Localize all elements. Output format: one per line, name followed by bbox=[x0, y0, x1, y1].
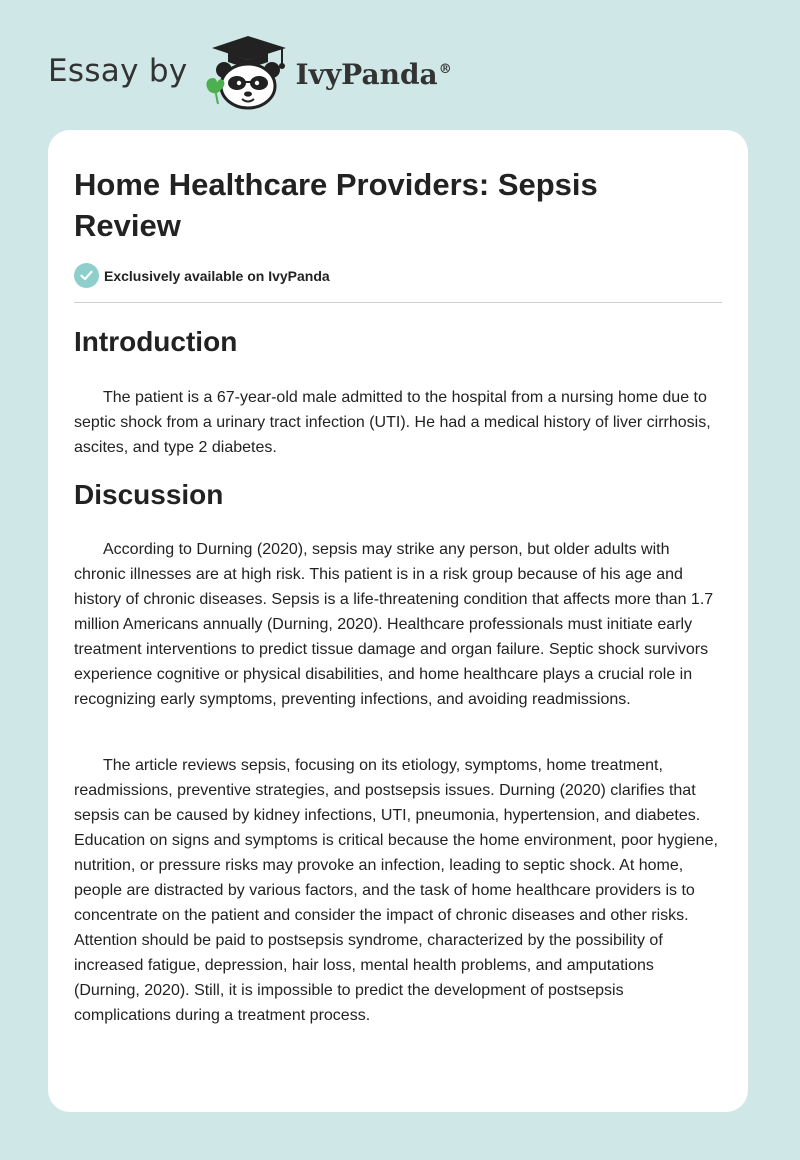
section-heading-introduction: Introduction bbox=[74, 326, 238, 357]
paragraph: According to Durning (2020), sepsis may strike any person, but older adults with chronic illnesses are at high risk. This patient is in a risk group because of his age and history of chronic diseases. Sepsis is a life-threatening condition that affects more than 1.7 million Americans annually (Durning, 2020). Healthcare professionals must initiate early treatment interventions to predict tissue damage and organ failure. Septic shock survivors experience cognitive or physical disabilities, and home healthcare plays a crucial role in recognizing early symptoms, preventing infections, and avoiding readmissions. bbox=[74, 541, 714, 708]
site-header-brand[interactable] bbox=[48, 34, 452, 110]
section-heading-discussion: Discussion bbox=[74, 479, 224, 510]
panda-graduate-logo-icon bbox=[202, 34, 292, 110]
article-card bbox=[48, 130, 748, 1112]
brand-name: IvyPanda® bbox=[295, 57, 452, 91]
divider bbox=[74, 302, 722, 303]
exclusive-badge bbox=[74, 263, 330, 288]
brand-prefix: Essay by bbox=[48, 53, 188, 89]
badge-text: Exclusively available on IvyPanda bbox=[104, 267, 330, 284]
check-icon bbox=[74, 263, 99, 288]
article-title: Home Healthcare Providers: Sepsis Review bbox=[74, 167, 598, 243]
paragraph: The patient is a 67-year-old male admitted to the hospital from a nursing home due to septic shock from a urinary tract infection (UTI). He had a medical history of liver cirrhosis, ascites, and type 2 diabetes. bbox=[74, 389, 711, 456]
paragraph: The article reviews sepsis, focusing on its etiology, symptoms, home treatment, readmissions, preventive strategies, and postsepsis issues. Durning (2020) clarifies that sepsis can be caused by kidney infections, UTI, pneumonia, hypertension, and diabetes. Education on signs and symptoms is critical because the home environment, poor hygiene, nutrition, or pressure risks may provoke an infection, leading to septic shock. At home, people are distracted by various factors, and the task of home healthcare providers is to concentrate on the patient and consider the impact of chronic diseases and other risks. Attention should be paid to postsepsis syndrome, characterized by the possibility of increased fatigue, depression, hair loss, mental health problems, and amputations (Durning, 2020). Still, it is impossible to predict the development of postsepsis complications during a treatment process. bbox=[74, 757, 718, 1024]
